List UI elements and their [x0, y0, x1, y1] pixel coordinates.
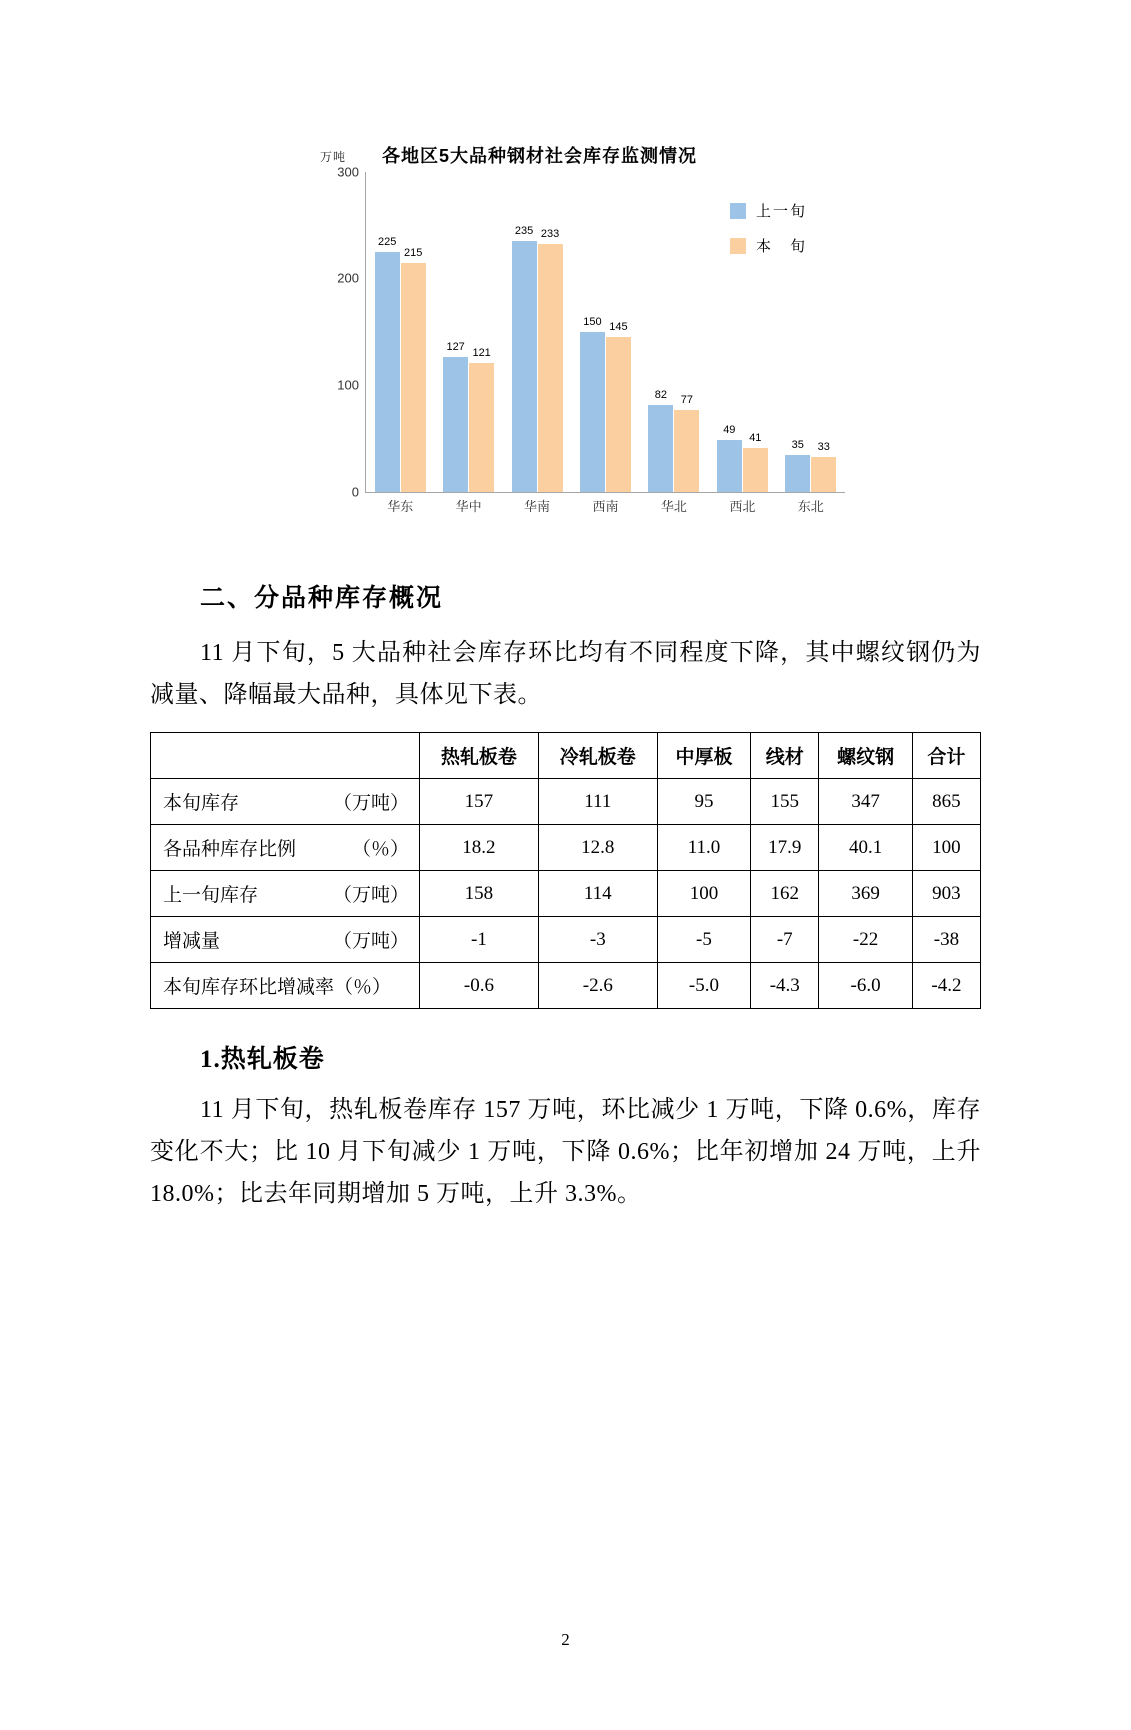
legend-item-curr — [730, 235, 807, 256]
section-paragraph: 11 月下旬，5 大品种社会库存环比均有不同程度下降，其中螺纹钢仍为减量、降幅最大品种，具体见下表。 — [150, 640, 981, 708]
chart-legend — [730, 200, 807, 270]
stock-by-product-table — [150, 732, 981, 1009]
cell: 114 — [538, 871, 657, 917]
bar-prev — [717, 424, 742, 492]
row-label — [151, 871, 420, 917]
bar-value: 235 — [514, 225, 534, 237]
bar-group — [434, 172, 502, 492]
stock-by-region-chart — [150, 130, 981, 550]
bar-curr — [811, 441, 836, 492]
cell: -3 — [538, 917, 657, 963]
bar-value: 41 — [749, 432, 762, 444]
row-label — [151, 779, 420, 825]
table-row — [151, 963, 981, 1009]
x-tick-label: 华中 — [455, 499, 482, 514]
bar-value: 82 — [654, 389, 668, 401]
bar-group — [640, 172, 708, 492]
cell: 865 — [912, 779, 980, 825]
bar-value: 225 — [378, 236, 397, 248]
bar-curr — [674, 394, 699, 492]
bar-prev — [443, 341, 468, 492]
col-header-medium-plate: 中厚板 — [657, 733, 751, 779]
row-label-text: 各品种库存比例 — [163, 839, 297, 860]
cell: -0.6 — [420, 963, 539, 1009]
col-header-total: 合计 — [912, 733, 980, 779]
cell: 11.0 — [657, 825, 751, 871]
y-tick-100: 100 — [337, 377, 359, 393]
cell: -22 — [819, 917, 913, 963]
section-heading: 二、分品种库存概况 — [200, 585, 444, 612]
subsection-heading: 1.热轧板卷 — [200, 1046, 325, 1073]
table-row — [151, 779, 981, 825]
bar-value: 233 — [540, 228, 560, 240]
page-number: 2 — [561, 1630, 570, 1649]
bar-prev — [785, 439, 810, 492]
cell: 155 — [751, 779, 819, 825]
col-header-wire-rod: 线材 — [751, 733, 819, 779]
bar-value: 35 — [791, 439, 804, 451]
cell: -4.3 — [751, 963, 819, 1009]
cell: 111 — [538, 779, 657, 825]
row-label — [151, 963, 420, 1009]
legend-item-prev — [730, 200, 807, 221]
legend-label: 本 旬 — [756, 238, 808, 255]
row-unit: （万吨） — [332, 931, 409, 952]
row-unit: （万吨） — [332, 793, 409, 814]
bar-prev — [648, 389, 673, 492]
col-header-cold-rolled: 冷轧板卷 — [538, 733, 657, 779]
bar-prev — [375, 236, 400, 492]
cell: -7 — [751, 917, 819, 963]
bar-value: 145 — [609, 321, 628, 333]
row-label-text: 本旬库存环比增减率（％） — [163, 977, 392, 998]
subsection-paragraph: 11 月下旬，热轧板卷库存 157 万吨，环比减少 1 万吨，下降 0.6%，库存变化不大；比 10 月下旬减少 1 万吨，下降 0.6%；比年初增加 24 万吨，上升 18.0%；比去年同期增加 5 万吨，上升 3.3%。 — [150, 1097, 981, 1207]
bar-curr — [538, 228, 563, 492]
table-row — [151, 871, 981, 917]
table-header-row — [151, 733, 981, 779]
bar-curr — [401, 247, 426, 492]
bar-curr — [606, 321, 631, 492]
cell: -2.6 — [538, 963, 657, 1009]
row-label — [151, 917, 420, 963]
row-label-text: 本旬库存 — [163, 793, 240, 814]
x-tick-label: 东北 — [797, 499, 824, 514]
bar-prev — [580, 316, 605, 492]
x-axis-line — [365, 492, 845, 493]
row-unit: （％） — [351, 839, 409, 860]
x-axis-labels — [366, 496, 845, 515]
bar-curr — [469, 347, 494, 492]
x-tick-label: 西南 — [592, 499, 619, 514]
y-tick-0: 0 — [351, 484, 359, 500]
col-header-rebar: 螺纹钢 — [819, 733, 913, 779]
legend-swatch-icon — [730, 238, 746, 254]
bar-value: 215 — [404, 247, 423, 259]
cell: 40.1 — [819, 825, 913, 871]
bar-group — [503, 172, 571, 492]
row-label-text: 上一旬库存 — [163, 885, 259, 906]
chart-title: 各地区5大品种钢材社会库存监测情况 — [382, 146, 698, 166]
cell: 903 — [912, 871, 980, 917]
y-axis — [325, 164, 363, 500]
bar-value: 121 — [472, 347, 491, 359]
y-tick-200: 200 — [337, 270, 359, 286]
table-row — [151, 917, 981, 963]
cell: 100 — [657, 871, 751, 917]
document-page — [0, 130, 1131, 1730]
cell: 95 — [657, 779, 751, 825]
cell: 162 — [751, 871, 819, 917]
legend-swatch-icon — [730, 203, 746, 219]
cell: 158 — [420, 871, 539, 917]
chart-unit-label: 万吨 — [320, 150, 347, 164]
x-tick-label: 华南 — [524, 499, 551, 514]
bar-value: 33 — [817, 441, 830, 453]
bar-value: 127 — [446, 341, 465, 353]
cell: 100 — [912, 825, 980, 871]
y-tick-300: 300 — [337, 164, 359, 180]
bar-group — [366, 172, 434, 492]
bar-value: 49 — [723, 424, 736, 436]
x-tick-label: 华北 — [660, 499, 687, 514]
row-unit: （万吨） — [332, 885, 409, 906]
cell: -5 — [657, 917, 751, 963]
cell: -4.2 — [912, 963, 980, 1009]
cell: 157 — [420, 779, 539, 825]
bar-value: 150 — [583, 316, 602, 328]
cell: -1 — [420, 917, 539, 963]
bar-value: 77 — [680, 394, 694, 406]
bar-curr — [743, 432, 768, 492]
cell: -38 — [912, 917, 980, 963]
cell: 17.9 — [751, 825, 819, 871]
legend-label: 上一旬 — [756, 203, 808, 220]
bar-group — [571, 172, 639, 492]
bar-prev — [512, 225, 537, 492]
table-row — [151, 825, 981, 871]
x-tick-label: 西北 — [729, 499, 756, 514]
row-label — [151, 825, 420, 871]
cell: 347 — [819, 779, 913, 825]
row-label-text: 增减量 — [163, 931, 221, 952]
cell: -5.0 — [657, 963, 751, 1009]
cell: -6.0 — [819, 963, 913, 1009]
col-header-hot-rolled: 热轧板卷 — [420, 733, 539, 779]
x-tick-label: 华东 — [387, 499, 414, 514]
cell: 12.8 — [538, 825, 657, 871]
cell: 369 — [819, 871, 913, 917]
cell: 18.2 — [420, 825, 539, 871]
col-header-blank — [151, 733, 420, 779]
